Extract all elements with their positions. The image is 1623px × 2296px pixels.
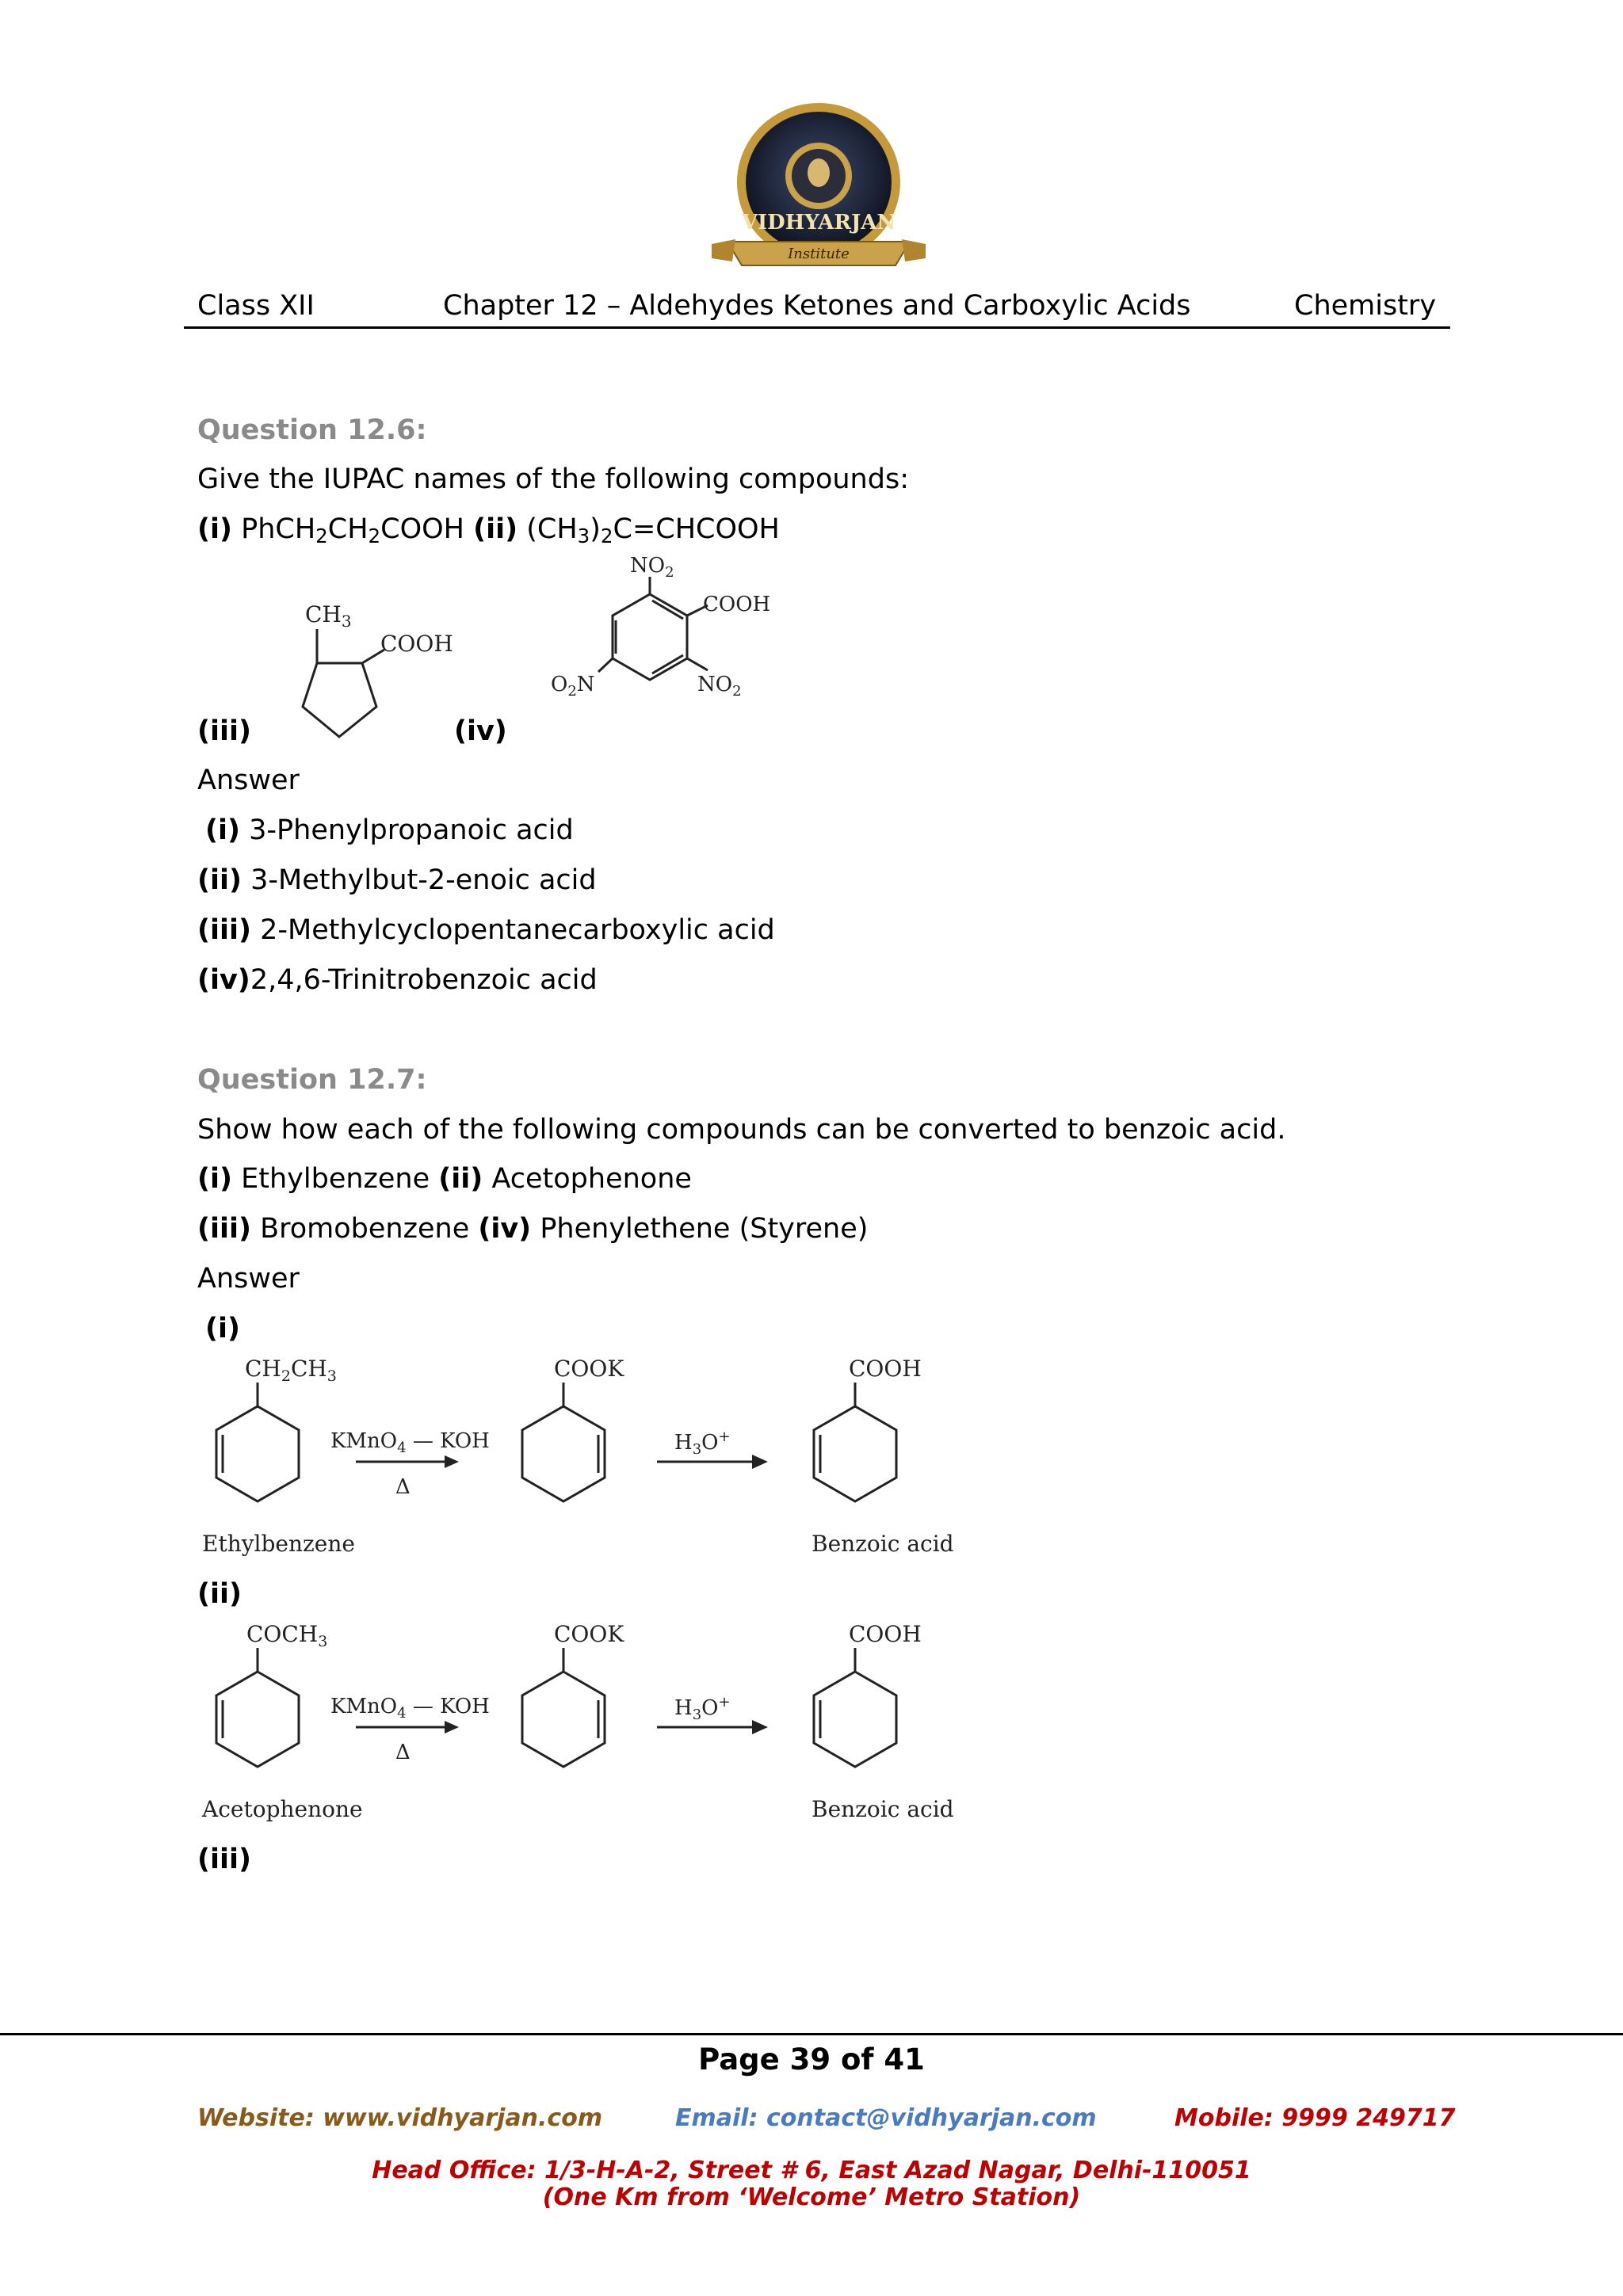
question-12-7-line1: (i) Ethylbenzene (ii) Acetophenone [197,1163,692,1195]
item-label: (ii) [473,513,518,545]
svg-text:Benzoic acid: Benzoic acid [812,1796,954,1822]
header-chapter: Chapter 12 – Aldehydes Ketones and Carboxylic Acids [443,290,1191,322]
item-label-iii: (iii) [197,715,251,747]
answer-q7-part-iii-label: (iii) [197,1844,251,1875]
logo-sub: Institute [788,246,850,262]
footer-office-address: Head Office: 1/3-H-A-2, Street # 6, East Azad Nagar, Delhi-110051 [372,2157,1251,2184]
answer-q7-part-ii-label: (ii) [197,1578,242,1610]
svg-text:NO2: $NO_2$ [630,555,674,581]
logo-name: VIDHYARJAN [741,211,896,235]
svg-text:COOH: COOH [380,631,453,657]
footer-mobile: Mobile: 9999 249717 [1174,2104,1456,2132]
answer-q7-part-i-label: (i) [205,1313,240,1344]
item-label: (i) [197,513,232,545]
answer-q6-iv: (iv)2,4,6-Trinitrobenzoic acid [197,964,598,996]
svg-text:NO2: $NO_2$ [697,673,742,700]
svg-text:Benzoic acid: Benzoic acid [812,1531,954,1557]
svg-text:H3O+: $H_3O^+$ [674,1428,731,1458]
question-12-6-prompt: Give the IUPAC names of the following compounds: [197,463,909,495]
footer-website[interactable]: Website: www.vidhyarjan.com [197,2104,603,2132]
svg-text:COOH: COOH [703,593,771,616]
svg-text:H3O+: $H_3O^+$ [674,1694,731,1723]
question-12-7-prompt: Show how each of the following compounds can be converted to benzoic acid. [197,1114,1286,1146]
svg-text:CH3: $CH_3$ [305,601,352,631]
svg-text:COOH: COOH [849,1624,922,1647]
svg-text:KMnO4 — KOH: KMnO$_4$ — KOH [330,1695,490,1722]
question-12-7-line2: (iii) Bromobenzene (iv) Phenylethene (Styrene) [197,1213,869,1245]
svg-text:CH2CH3: $CH_2CH_3$ [245,1359,337,1385]
footer-divider [0,2033,1623,2035]
svg-text:COOH: COOH [849,1359,922,1382]
question-12-6-heading: Question 12.6: [197,414,427,446]
page-number: Page 39 of 41 [698,2042,925,2077]
svg-text:Δ: Δ [395,1741,411,1764]
structure-methylcyclopentanecarboxylic [262,596,468,754]
answer-q6-i: (i) 3-Phenylpropanoic acid [205,814,574,846]
answer-label-q7: Answer [197,1263,300,1295]
svg-text:COCH3: $COCH_3$ [246,1624,328,1650]
svg-text:KMnO4 — KOH: KMnO$_4$ — KOH [330,1429,490,1456]
footer-email[interactable]: Email: contact@vidhyarjan.com [675,2104,1097,2132]
footer-office-landmark: (One Km from ‘Welcome’ Metro Station) [542,2183,1081,2211]
answer-q6-iii: (iii) 2-Methylcyclopentanecarboxylic acid [197,914,775,946]
svg-text:COOK: COOK [554,1359,624,1382]
answer-label-q6: Answer [197,765,300,796]
svg-text:Acetophenone: Acetophenone [202,1796,363,1822]
item-label-iv: (iv) [454,715,507,747]
reaction-acetophenone-to-benzoic-acid [197,1624,958,1830]
header-subject: Chemistry [1294,290,1437,322]
svg-text:Δ: Δ [395,1475,411,1499]
header-class: Class XII [197,290,315,322]
reaction-ethylbenzene-to-benzoic-acid [197,1359,958,1565]
institute-logo [712,103,926,287]
question-12-7-heading: Question 12.7: [197,1064,427,1096]
svg-text:O2N: $O_2N$ [551,673,595,700]
question-12-6-items-line: (i) $PhCH_2CH_2COOH$ (ii) $(CH_3)_2C=CHCOOH$ [197,513,780,548]
structure-trinitrobenzoic-acid [519,555,789,749]
svg-text:Ethylbenzene: Ethylbenzene [202,1531,355,1557]
svg-text:COOK: COOK [554,1624,624,1647]
answer-q6-ii: (ii) 3-Methylbut-2-enoic acid [197,864,597,896]
header-divider [184,326,1450,329]
